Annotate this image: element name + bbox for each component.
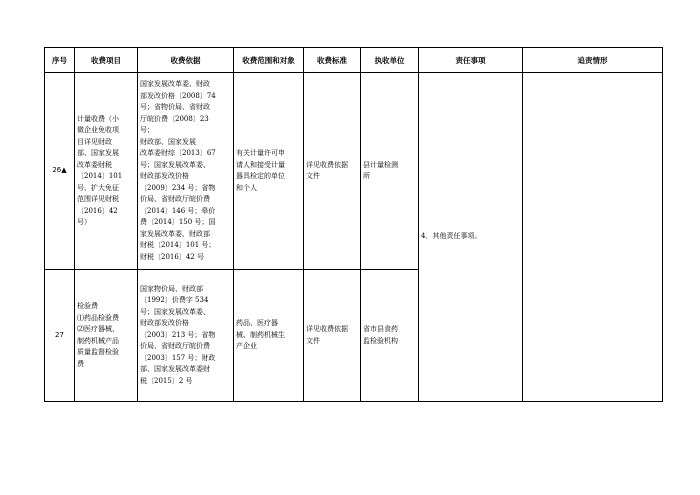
row-standard <box>304 270 361 402</box>
row-collecting-unit <box>361 270 419 402</box>
standard-text: 详见收费依据 文件 <box>306 325 348 345</box>
table-row <box>45 73 663 270</box>
row-seq: 27 <box>45 270 75 402</box>
fee-basis-text: 国家物价局、财政部 〔1992〕价费字 534 号；国家发展改革委、 财政部发改价格 〔2003〕213 号；省物 价局、省财政厅皖价费 〔2003〕157 号；财政 部、国家发展改革委财 税〔2015〕2 号 <box>140 284 216 385</box>
row-fee-basis <box>138 270 234 402</box>
row-scope <box>234 270 304 402</box>
header-scope: 收费范围和对象 <box>234 48 304 73</box>
header-fee-item: 收费项目 <box>75 48 138 73</box>
header-fee-basis: 收费依据 <box>138 48 234 73</box>
row-accountability <box>523 73 663 402</box>
row-scope <box>234 73 304 270</box>
header-row <box>45 48 663 73</box>
row-standard <box>304 73 361 270</box>
standard-text: 详见收费依据 文件 <box>306 160 348 180</box>
unit-text: 县计量检测 所 <box>363 160 398 180</box>
header-responsibility: 责任事项 <box>419 48 523 73</box>
scope-text: 有关计量许可申 请人和接受计量 器具检定的单位 和个人 <box>236 149 285 192</box>
fee-item-text: 检验费 ⑴药品检验费 ⑵医疗器械、 制药机械产品 质量监督检验 费 <box>77 302 119 368</box>
scope-text: 药品、医疗器 械、制药机械生 产企业 <box>236 319 285 351</box>
fee-table <box>44 47 663 402</box>
header-collecting-unit: 执收单位 <box>361 48 419 73</box>
header-seq: 序号 <box>45 48 75 73</box>
row-fee-item <box>75 270 138 402</box>
row-seq: 26▲ <box>45 73 75 270</box>
header-accountability: 追责情形 <box>523 48 663 73</box>
unit-text: 省市县食药 监检验机构 <box>363 325 398 345</box>
header-standard: 收费标准 <box>304 48 361 73</box>
fee-item-text: 计量收费（小 微企业免收项 目详见财政 部、国家发展 改革委财税 〔2014〕101 号、扩大免征 范围详见财税 〔2016〕42 号） <box>77 114 123 226</box>
row-fee-item <box>75 73 138 270</box>
row-responsibility: 4．其他责任事项。 <box>419 73 523 402</box>
row-collecting-unit <box>361 73 419 270</box>
fee-basis-text: 国家发展改革委、财政 部发改价格〔2008〕74 号；省物价局、省财政 厅皖价费〔2008〕23 号； 财政部、国家发展 改革委财综〔2013〕67 号；国家发展改革委、 财政部发改价格 〔2009〕234 号；省物 价局、省财政厅皖价费 〔2014〕146 号；皋价 费〔2014〕150 号；国 家发展改革委、财政部 财税〔2014〕101 号； 财税〔2016〕42 号 <box>140 80 216 261</box>
row-fee-basis <box>138 73 234 270</box>
